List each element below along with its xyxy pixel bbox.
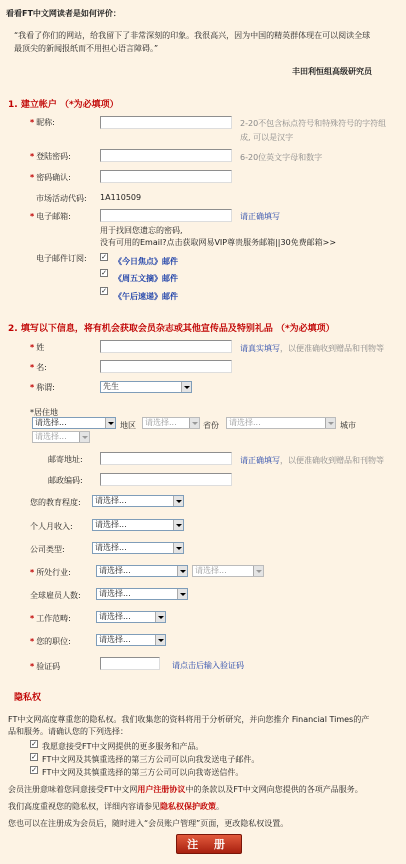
- subscribe-label: 电子邮件订阅:: [36, 254, 87, 263]
- residence-label: *居住地: [30, 408, 58, 417]
- email-hint-link[interactable]: 请正确填写: [240, 212, 280, 221]
- address-label: 邮寄地址:: [48, 455, 83, 464]
- password-input[interactable]: [100, 149, 232, 162]
- nickname-input[interactable]: [100, 116, 232, 129]
- zip-label: 邮政编码:: [48, 476, 83, 485]
- chevron-down-icon: [155, 612, 165, 622]
- subscribe-checkbox-2[interactable]: ✓: [101, 269, 107, 277]
- settings-text: 您也可以在注册成为会员后，随时进入“会员账户管理”页面，更改隐私权设置。: [8, 819, 289, 828]
- surname-label: * 姓: [30, 343, 45, 352]
- region-select[interactable]: 请选择...: [142, 417, 200, 429]
- education-select[interactable]: 请选择...: [92, 495, 184, 507]
- industry-label: * 所处行业:: [30, 568, 71, 577]
- email-note-1: 用于找回您遗忘的密码,: [100, 226, 183, 235]
- job-select[interactable]: 请选择...: [96, 611, 166, 623]
- privacy-intro-2: 品和服务。请确认您的下列选择：: [8, 727, 128, 736]
- region-label: 地区: [120, 421, 136, 430]
- chevron-down-icon: [173, 543, 183, 553]
- privacy-policy-link[interactable]: 隐私权保护政策: [160, 802, 216, 811]
- privacy-option-3: FT中文网及其慎重选择的第三方公司可以向我寄送信件。: [42, 768, 244, 777]
- subscribe-checkbox-1[interactable]: ✓: [101, 253, 107, 261]
- job-label: * 工作范畴:: [30, 614, 71, 623]
- agreement-text: 会员注册意味着您同意接受FT中文网用户注册协议中的条款以及FT中文网向您提供的各项产品服务。: [8, 785, 363, 794]
- register-button[interactable]: 注 册: [176, 834, 242, 854]
- surname-input[interactable]: [100, 340, 232, 353]
- privacy-checkbox-3[interactable]: ✓: [31, 766, 37, 774]
- quote-heading: 看看FT中文网读者是如何评价：: [6, 9, 121, 18]
- chevron-down-icon: [173, 520, 183, 530]
- chevron-down-icon: [177, 589, 187, 599]
- password-label: * 登陆密码:: [30, 152, 71, 161]
- education-label: 您的教育程度:: [30, 498, 81, 507]
- nickname-hint-2: 成, 可以是汉字: [240, 133, 294, 142]
- residence-select[interactable]: 请选择...: [32, 417, 116, 429]
- quote-author: 丰田利恒组高级研究员: [292, 67, 372, 76]
- privacy-option-2: FT中文网及其慎重选择的第三方公司可以向我发送电子邮件。: [42, 755, 260, 764]
- email-input[interactable]: [100, 209, 232, 222]
- surname-hint: 请真实填写，以便准确收到赠品和刊物等: [240, 344, 384, 353]
- password-hint: 6-20位英文字母和数字: [240, 153, 323, 162]
- chevron-down-icon: [173, 496, 183, 506]
- subscribe-checkbox-3[interactable]: ✓: [101, 287, 107, 295]
- company-type-label: 公司类型:: [30, 545, 65, 554]
- income-label: 个人月收入:: [30, 522, 73, 531]
- industry-select[interactable]: 请选择...: [96, 565, 188, 577]
- company-type-select[interactable]: 请选择...: [92, 542, 184, 554]
- chevron-down-icon: [253, 566, 263, 576]
- industry-sub-select[interactable]: 请选择...: [192, 565, 264, 577]
- captcha-label: * 验证码: [30, 662, 61, 671]
- province-label: 省份: [203, 421, 219, 430]
- privacy-checkbox-2[interactable]: ✓: [31, 753, 37, 761]
- chevron-down-icon: [105, 418, 115, 428]
- promo-value: 1A110509: [100, 193, 142, 202]
- chevron-down-icon: [177, 566, 187, 576]
- position-label: * 您的职位:: [30, 637, 71, 646]
- address-input[interactable]: [100, 452, 232, 465]
- user-agreement-link[interactable]: 用户注册协议: [137, 785, 186, 794]
- email-note-2[interactable]: 没有可用的Email?点击获取网易VIP尊贵服务邮箱||30免费邮箱>>: [100, 238, 337, 247]
- email-label: * 电子邮箱:: [30, 212, 71, 221]
- chevron-down-icon: [181, 382, 191, 392]
- quote-text-1: “我看了你们的网站，给我留下了非常深刻的印象。我很高兴，因为中国的精英群体现在可以阅读全球: [14, 31, 371, 40]
- subscribe-item-2: 《周五文摘》邮件: [114, 274, 178, 283]
- privacy-intro-1: FT中文网高度尊重您的隐私权。我们收集您的资料将用于分析研究，并向您推介 Financial Times的产: [8, 715, 370, 724]
- confirm-label: * 密码确认:: [30, 173, 71, 182]
- position-select[interactable]: 请选择...: [96, 634, 166, 646]
- name-input[interactable]: [100, 360, 232, 373]
- captcha-link[interactable]: 请点击后输入验证码: [172, 661, 244, 670]
- quote-text-2: 最顶尖的新闻报纸而不用担心语言障碍。”: [14, 44, 159, 53]
- subscribe-item-3: 《午后速递》邮件: [114, 292, 178, 301]
- subscribe-item-1: 《今日焦点》邮件: [114, 257, 178, 266]
- nickname-hint-1: 2-20不包含标点符号和特殊符号的字符组: [240, 119, 387, 128]
- city-label: 城市: [340, 421, 356, 430]
- city-select[interactable]: 请选择...: [32, 431, 90, 443]
- policy-text: 我们高度重视您的隐私权，详细内容请参见隐私权保护政策。: [8, 802, 224, 811]
- chevron-down-icon: [155, 635, 165, 645]
- confirm-password-input[interactable]: [100, 170, 232, 183]
- title-label: * 称谓:: [30, 383, 55, 392]
- privacy-title: 隐私权: [14, 693, 42, 703]
- title-select[interactable]: 先生: [100, 381, 192, 393]
- nickname-label: * 昵称:: [30, 118, 55, 127]
- name-label: * 名:: [30, 363, 47, 372]
- section1-title: 1. 建立帐户 （*为必填项）: [8, 100, 119, 110]
- chevron-down-icon: [189, 418, 199, 428]
- chevron-down-icon: [325, 418, 335, 428]
- province-select[interactable]: 请选择...: [226, 417, 336, 429]
- chevron-down-icon: [79, 432, 89, 442]
- privacy-checkbox-1[interactable]: ✓: [31, 740, 37, 748]
- employees-label: 全球雇员人数:: [30, 591, 81, 600]
- employees-select[interactable]: 请选择...: [96, 588, 188, 600]
- section2-title: 2. 填写以下信息，将有机会获取会员杂志或其他宣传品及特别礼品 （*为必填项）: [8, 324, 335, 334]
- captcha-input[interactable]: [100, 657, 160, 670]
- address-hint: 请正确填写，以便准确收到赠品和刊物等: [240, 456, 384, 465]
- zip-input[interactable]: [100, 473, 232, 486]
- income-select[interactable]: 请选择...: [92, 519, 184, 531]
- promo-label: 市场活动代码:: [36, 194, 87, 203]
- privacy-option-1: 我愿意接受FT中文网提供的更多服务和产品。: [42, 742, 204, 751]
